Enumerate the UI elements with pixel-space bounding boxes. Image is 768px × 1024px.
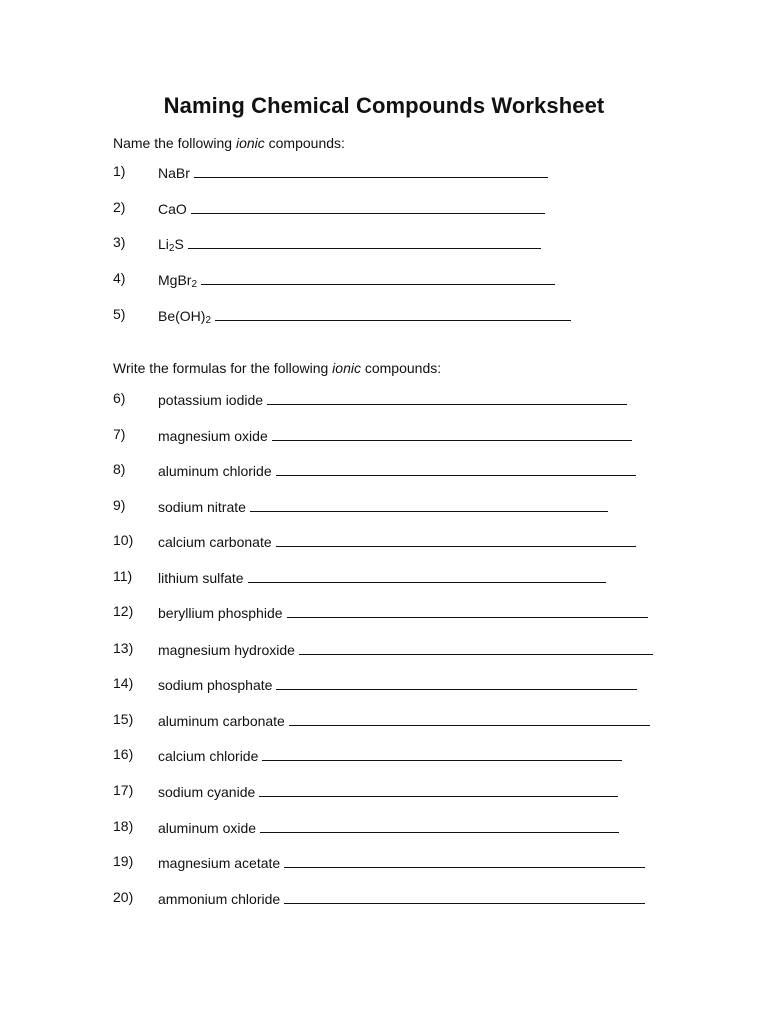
question-text [158, 568, 606, 586]
section2-instr-emphasis: ionic [332, 360, 361, 376]
subscript: 2 [168, 243, 175, 254]
question-text [158, 532, 636, 550]
compound-text: S [174, 236, 184, 252]
subscript: 2 [205, 315, 212, 326]
question-text [158, 675, 637, 693]
question-number: 4) [113, 270, 126, 286]
answer-line[interactable] [248, 568, 606, 583]
question-number: 20) [113, 889, 134, 905]
question-text [158, 640, 653, 658]
answer-line[interactable] [276, 675, 637, 690]
question-text [158, 497, 608, 515]
answer-line[interactable] [284, 889, 645, 904]
question-text [158, 461, 636, 479]
answer-line[interactable] [250, 497, 608, 512]
section2-instr-before: Write the formulas for the following [113, 360, 333, 376]
answer-line[interactable] [260, 818, 619, 833]
question-number: 5) [113, 306, 126, 322]
section1-instr-emphasis: ionic [235, 135, 265, 151]
answer-line[interactable] [259, 782, 618, 797]
answer-line[interactable] [188, 234, 541, 249]
section1-instr-before: Name the following [113, 135, 236, 151]
question-text [158, 818, 619, 836]
section2-instr-after: compounds: [360, 360, 442, 376]
question-number: 15) [113, 711, 134, 727]
question-number: 18) [113, 818, 134, 834]
question-text [158, 746, 622, 764]
page-title: Naming Chemical Compounds Worksheet [163, 93, 605, 118]
compound-text: magnesium acetate [158, 855, 281, 871]
compound-text: aluminum oxide [158, 820, 257, 836]
question-number: 19) [113, 853, 134, 869]
answer-line[interactable] [287, 603, 648, 618]
question-number: 3) [113, 234, 126, 250]
question-number: 8) [113, 461, 126, 477]
compound-text: sodium nitrate [158, 499, 246, 515]
answer-line[interactable] [262, 746, 622, 761]
question-text [158, 782, 618, 800]
section1-instructions [113, 135, 345, 151]
question-text [158, 853, 645, 871]
compound-text: magnesium hydroxide [158, 642, 295, 658]
question-text [158, 390, 627, 408]
question-text [158, 603, 648, 621]
answer-line[interactable] [194, 163, 548, 178]
question-number: 9) [113, 497, 126, 513]
answer-line[interactable] [201, 270, 555, 285]
compound-text: lithium sulfate [158, 570, 244, 586]
compound-text: sodium cyanide [158, 784, 256, 800]
answer-line[interactable] [276, 461, 636, 476]
question-number: 12) [113, 603, 134, 619]
question-number: 6) [113, 390, 126, 406]
question-text [158, 711, 650, 729]
answer-line[interactable] [289, 711, 650, 726]
answer-line[interactable] [272, 426, 632, 441]
question-number: 16) [113, 746, 134, 762]
compound-text: aluminum chloride [158, 463, 272, 479]
compound-text: calcium chloride [158, 748, 259, 764]
compound-text: ammonium chloride [158, 891, 281, 907]
question-number: 11) [113, 568, 133, 584]
compound-text: Be(OH) [158, 308, 206, 324]
question-number: 2) [113, 199, 126, 215]
answer-line[interactable] [284, 853, 645, 868]
question-number: 17) [113, 782, 134, 798]
question-text [158, 426, 632, 444]
section2-instructions [113, 360, 441, 376]
answer-line[interactable] [215, 306, 571, 321]
compound-text: Li [158, 236, 169, 252]
answer-line[interactable] [299, 640, 653, 655]
question-text [158, 889, 645, 907]
subscript: 2 [191, 279, 198, 290]
compound-text: CaO [158, 201, 187, 217]
compound-text: potassium iodide [158, 392, 264, 408]
question-text [158, 270, 555, 288]
question-text [158, 234, 541, 252]
compound-text: MgBr [158, 272, 192, 288]
question-text [158, 163, 548, 181]
compound-text: aluminum carbonate [158, 713, 285, 729]
compound-text: sodium phosphate [158, 677, 273, 693]
compound-text: magnesium oxide [158, 428, 268, 444]
question-number: 7) [113, 426, 126, 442]
compound-text: NaBr [158, 165, 190, 181]
question-text [158, 306, 571, 324]
answer-line[interactable] [267, 390, 627, 405]
question-text [158, 199, 545, 217]
compound-text: calcium carbonate [158, 534, 272, 550]
section1-instr-after: compounds: [264, 135, 345, 151]
answer-line[interactable] [276, 532, 636, 547]
compound-text: beryllium phosphide [158, 605, 283, 621]
answer-line[interactable] [191, 199, 545, 214]
question-number: 1) [113, 163, 126, 179]
question-number: 13) [113, 640, 134, 656]
question-number: 14) [113, 675, 134, 691]
question-number: 10) [113, 532, 134, 548]
